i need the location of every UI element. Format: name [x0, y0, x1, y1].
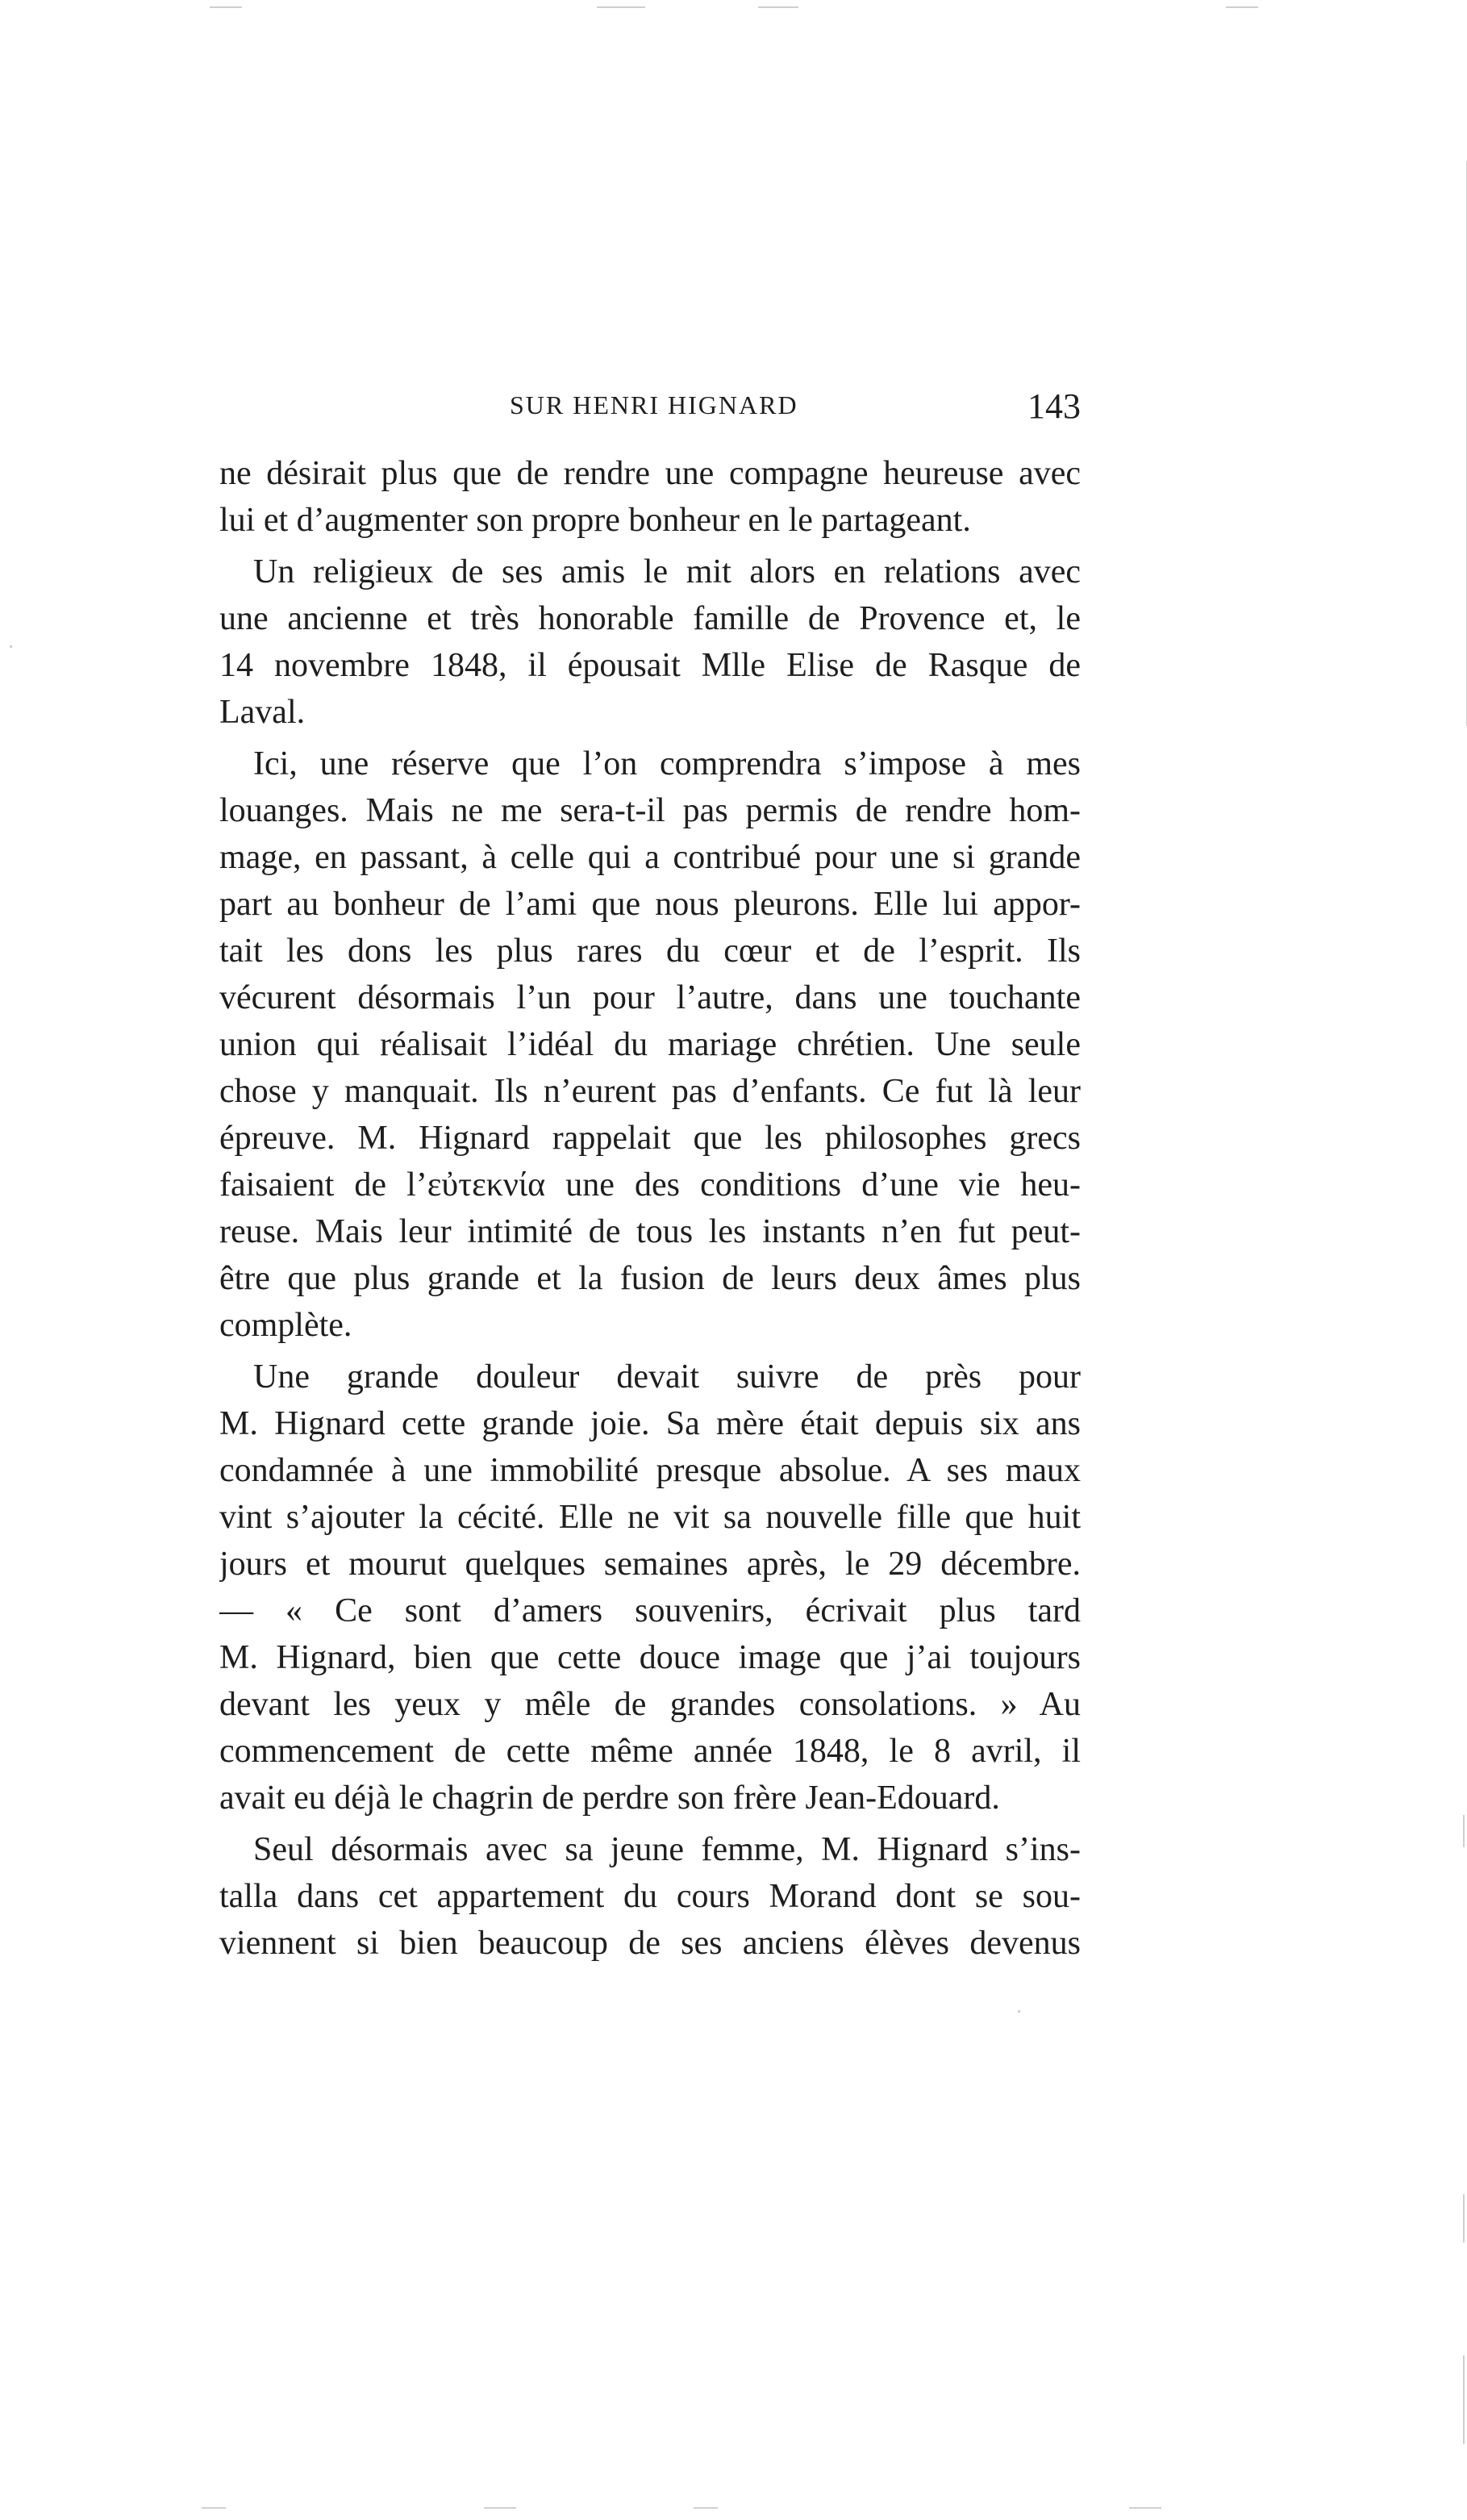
text-line: — « Ce sont d’amers souvenirs, écrivait plus tard: [219, 1592, 1081, 1629]
text-line: mage, en passant, à celle qui a contribué pour une si grande: [219, 839, 1081, 876]
scan-mark: [202, 2507, 226, 2509]
body-text: [219, 450, 1081, 1967]
scan-mark: [1226, 6, 1258, 8]
scan-mark: [1018, 2010, 1020, 2013]
scan-mark: [1129, 2507, 1161, 2509]
text-line: M. Hignard cette grande joie. Sa mère était depuis six ans: [219, 1405, 1081, 1442]
text-line: commencement de cette même année 1848, le 8 avril, il: [219, 1733, 1081, 1770]
text-line: reuse. Mais leur intimité de tous les instants n’en fut peut-: [219, 1213, 1081, 1250]
text-line: Laval.: [219, 694, 306, 731]
text-line: condamnée à une immobilité presque absolue. A ses maux: [219, 1452, 1081, 1489]
paragraph-start-line: Une grande douleur devait suivre de près pour: [253, 1358, 1081, 1396]
text-line: viennent si bien beaucoup de ses anciens élèves devenus: [219, 1925, 1081, 1962]
paragraph-start-line: Ici, une réserve que l’on comprendra s’impose à mes: [253, 745, 1081, 782]
text-line: faisaient de l’εὐτεκνία une des conditions d’une vie heu-: [219, 1166, 1081, 1204]
text-line: être que plus grande et la fusion de leurs deux âmes plus: [219, 1260, 1081, 1297]
page-number: 143: [1027, 386, 1081, 426]
text-line: épreuve. M. Hignard rappelait que les philosophes grecs: [219, 1120, 1081, 1157]
text-line: vécurent désormais l’un pour l’autre, dans une touchante: [219, 979, 1081, 1016]
scan-mark: [1463, 2355, 1465, 2444]
text-line: complète.: [219, 1307, 352, 1344]
running-title: SUR HENRI HIGNARD: [510, 390, 798, 419]
scan-mark: [1463, 2194, 1465, 2243]
text-line: part au bonheur de l’ami que nous pleurons. Elle lui appor-: [219, 886, 1081, 923]
scan-mark: [10, 645, 12, 648]
text-line: M. Hignard, bien que cette douce image que j’ai toujours: [219, 1639, 1081, 1676]
scan-mark: [210, 6, 242, 8]
scan-mark: [1463, 1815, 1465, 1847]
page-header: [219, 386, 1081, 431]
text-line: lui et d’augmenter son propre bonheur en le partageant.: [219, 502, 971, 539]
text-line: vint s’ajouter la cécité. Elle ne vit sa nouvelle fille que huit: [219, 1499, 1081, 1536]
paragraph-start-line: Un religieux de ses amis le mit alors en relations avec: [253, 553, 1081, 590]
text-line: talla dans cet appartement du cours Morand dont se sou-: [219, 1878, 1081, 1915]
text-line: jours et mourut quelques semaines après, le 29 décembre.: [219, 1546, 1081, 1583]
scan-mark: [484, 2507, 516, 2509]
text-line: union qui réalisait l’idéal du mariage chrétien. Une seule: [219, 1026, 1081, 1063]
paragraph-start-line: Seul désormais avec sa jeune femme, M. Hignard s’ins-: [253, 1831, 1081, 1868]
scan-mark: [758, 6, 798, 8]
text-line: une ancienne et très honorable famille de Provence et, le: [219, 600, 1081, 637]
text-line: avait eu déjà le chagrin de perdre son frère Jean-Edouard.: [219, 1779, 1000, 1817]
scan-mark: [694, 2507, 718, 2509]
scan-mark: [597, 6, 645, 8]
text-line: louanges. Mais ne me sera-t-il pas permis de rendre hom-: [219, 792, 1081, 829]
text-line: tait les dons les plus rares du cœur et de l’esprit. Ils: [219, 932, 1081, 970]
text-line: 14 novembre 1848, il épousait Mlle Elise de Rasque de: [219, 647, 1081, 684]
text-line: devant les yeux y mêle de grandes consolations. » Au: [219, 1686, 1081, 1723]
text-line: chose y manquait. Ils n’eurent pas d’enfants. Ce fut là leur: [219, 1073, 1081, 1110]
text-line: ne désirait plus que de rendre une compagne heureuse avec: [219, 455, 1081, 492]
